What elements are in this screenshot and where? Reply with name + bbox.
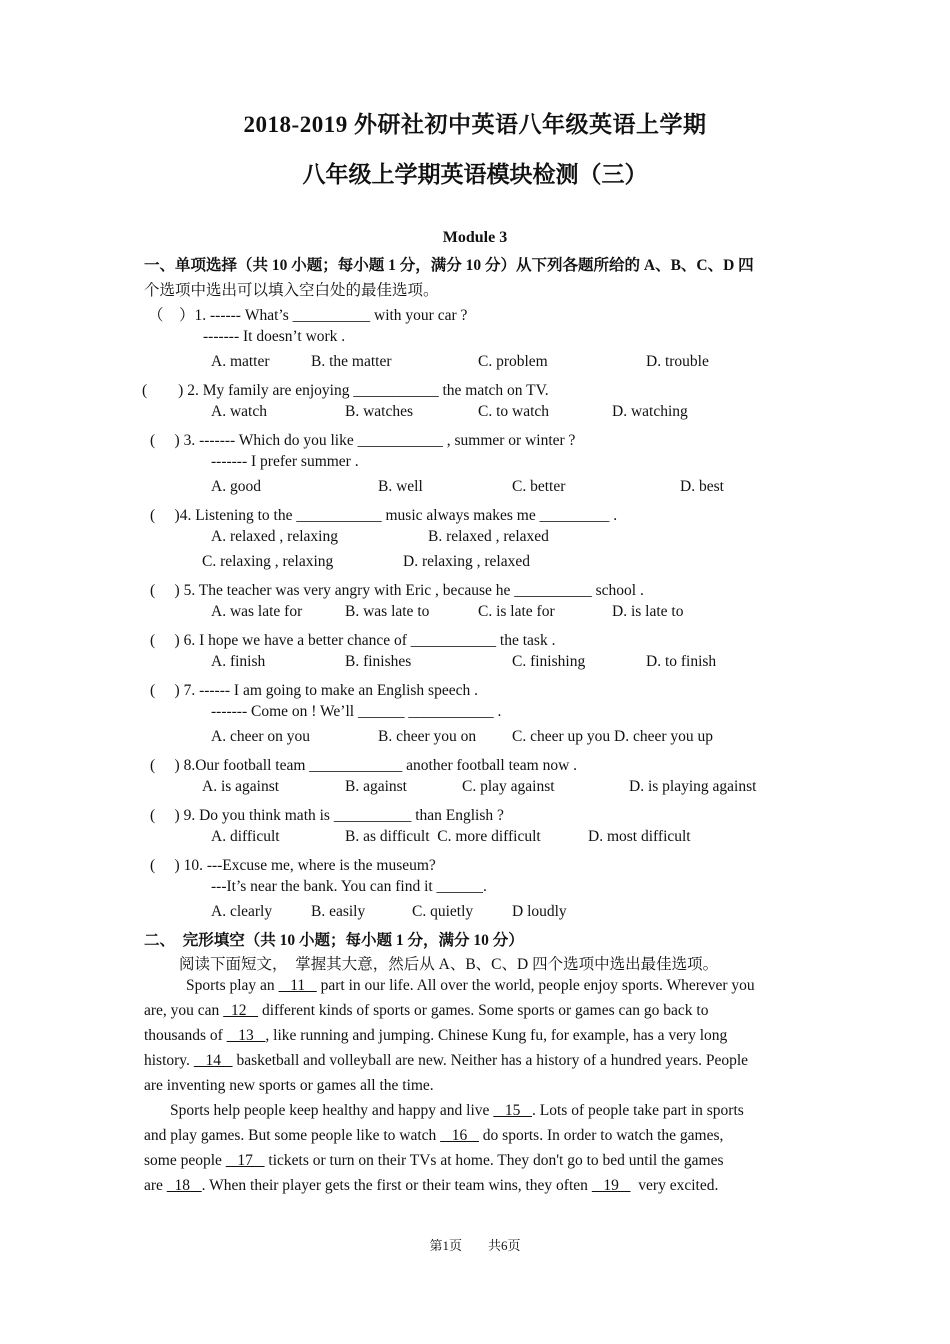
document-title: 2018-2019 外研社初中英语八年级英语上学期: [243, 112, 707, 137]
passage-line: are 18 . When their player gets the first or their team wins, they often 19 very excited.: [144, 1177, 719, 1194]
passage-line: and play games. But some people like to watch 16 do sports. In order to watch the games,: [144, 1127, 724, 1144]
question-2-stem: ( ) 2. My family are enjoying ___________ the match on TV.: [142, 382, 549, 399]
question-7-option-a: A. cheer on you: [211, 728, 310, 745]
question-7-stem: ( ) 7. ------ I am going to make an English speech .: [150, 682, 478, 699]
blank-12: 12: [223, 1002, 259, 1019]
blank-19: 19: [591, 1177, 631, 1194]
question-4-option-d: D. relaxing , relaxed: [403, 553, 530, 570]
blank-11: 11: [278, 977, 317, 994]
passage-line: thousands of 13 , like running and jumping. Chinese Kung fu, for example, has a very long: [144, 1027, 728, 1044]
question-4-stem: ( )4. Listening to the ___________ music always makes me _________ .: [150, 507, 618, 524]
question-10-option-c: C. quietly: [412, 903, 474, 920]
question-7-reply: ------- Come on ! We’ll ______ ___________ .: [211, 703, 502, 720]
question-4-option-c: C. relaxing , relaxing: [202, 553, 334, 570]
question-3-reply: ------- I prefer summer .: [211, 453, 359, 470]
section1-heading-cont: 个选项中选出可以填入空白处的最佳选项。: [144, 282, 439, 299]
question-5-option-c: C. is late for: [478, 603, 555, 620]
question-4-option-b: B. relaxed , relaxed: [428, 528, 549, 545]
question-5-option-b: B. was late to: [345, 603, 430, 620]
blank-16: 16: [440, 1127, 479, 1144]
question-3-option-a: A. good: [211, 478, 261, 495]
question-8-option-b: B. against: [345, 778, 407, 795]
question-8-option-a: A. is against: [202, 778, 280, 795]
blank-15: 15: [493, 1102, 533, 1119]
passage-line: history. 14 basketball and volleyball are new. Neither has a history of a hundred years. People: [144, 1052, 749, 1069]
question-8-stem: ( ) 8.Our football team ____________ another football team now .: [150, 757, 578, 774]
question-10-reply: ---It’s near the bank. You can find it ______.: [211, 878, 487, 895]
question-2-option-d: D. watching: [612, 403, 688, 420]
question-5-stem: ( ) 5. The teacher was very angry with Eric , because he __________ school .: [150, 582, 644, 599]
passage-line: Sports play an 11 part in our life. All over the world, people enjoy sports. Wherever you: [186, 977, 755, 994]
passage-line: some people 17 tickets or turn on their TVs at home. They don't go to bed until the games: [144, 1152, 724, 1169]
section2-instruction: 阅读下面短文， 掌握其大意，然后从 A、B、C、D 四个选项中选出最佳选项。: [179, 956, 719, 973]
passage-line: Sports help people keep healthy and happy and live 15 . Lots of people take part in sports: [170, 1102, 744, 1119]
question-6-option-d: D. to finish: [646, 653, 717, 670]
question-1-reply: ------- It doesn’t work .: [203, 328, 346, 345]
question-10-option-a: A. clearly: [211, 903, 273, 920]
question-2-option-a: A. watch: [211, 403, 267, 420]
document-subtitle: 八年级上学期英语模块检测（三）: [302, 162, 648, 187]
question-3-stem: ( ) 3. ------- Which do you like ___________ , summer or winter ?: [150, 432, 576, 449]
question-9-option-a: A. difficult: [211, 828, 280, 845]
question-9-stem: ( ) 9. Do you think math is __________ than English ?: [150, 807, 504, 824]
question-6-stem: ( ) 6. I hope we have a better chance of ___________ the task .: [150, 632, 556, 649]
question-8-option-c: C. play against: [462, 778, 555, 795]
blank-13: 13: [226, 1027, 266, 1044]
question-7-option-b: B. cheer you on: [378, 728, 477, 745]
question-2-option-c: C. to watch: [478, 403, 550, 420]
blank-14: 14: [193, 1052, 233, 1069]
passage-line: are, you can 12 different kinds of sports or games. Some sports or games can go back to: [144, 1002, 709, 1019]
question-3-option-d: D. best: [680, 478, 724, 495]
question-2-option-b: B. watches: [345, 403, 414, 420]
question-9-option-bc: B. as difficult C. more difficult: [345, 828, 541, 845]
question-6-option-a: A. finish: [211, 653, 266, 670]
question-5-option-a: A. was late for: [211, 603, 303, 620]
question-1-stem: （ ）1. ------ What’s __________ with your car ?: [148, 307, 468, 324]
question-3-option-c: C. better: [512, 478, 566, 495]
section1-heading: 一、单项选择（共 10 小题；每小题 1 分，满分 10 分）从下列各题所给的 A、B、C、D 四: [144, 257, 754, 274]
question-6-option-c: C. finishing: [512, 653, 586, 670]
question-1-option-b: B. the matter: [311, 353, 392, 370]
question-1-option-d: D. trouble: [646, 353, 709, 370]
section2-heading: 二、 完形填空（共 10 小题；每小题 1 分，满分 10 分）: [144, 932, 524, 949]
question-10-option-d: D loudly: [512, 903, 567, 920]
question-1-option-a: A. matter: [211, 353, 270, 370]
question-6-option-b: B. finishes: [345, 653, 412, 670]
question-5-option-d: D. is late to: [612, 603, 684, 620]
question-3-option-b: B. well: [378, 478, 423, 495]
passage-line: are inventing new sports or games all the time.: [144, 1077, 434, 1094]
question-7-option-cd: C. cheer up you D. cheer you up: [512, 728, 714, 745]
blank-17: 17: [225, 1152, 265, 1169]
question-9-option-d: D. most difficult: [588, 828, 691, 845]
blank-18: 18: [166, 1177, 202, 1194]
question-10-stem: ( ) 10. ---Excuse me, where is the museum?: [150, 857, 436, 874]
page-number: 第1页 共6页: [429, 1238, 521, 1253]
question-1-option-c: C. problem: [478, 353, 548, 370]
question-4-option-a: A. relaxed , relaxing: [211, 528, 338, 545]
module-label: Module 3: [442, 229, 508, 246]
question-10-option-b: B. easily: [311, 903, 366, 920]
question-8-option-d: D. is playing against: [629, 778, 757, 795]
